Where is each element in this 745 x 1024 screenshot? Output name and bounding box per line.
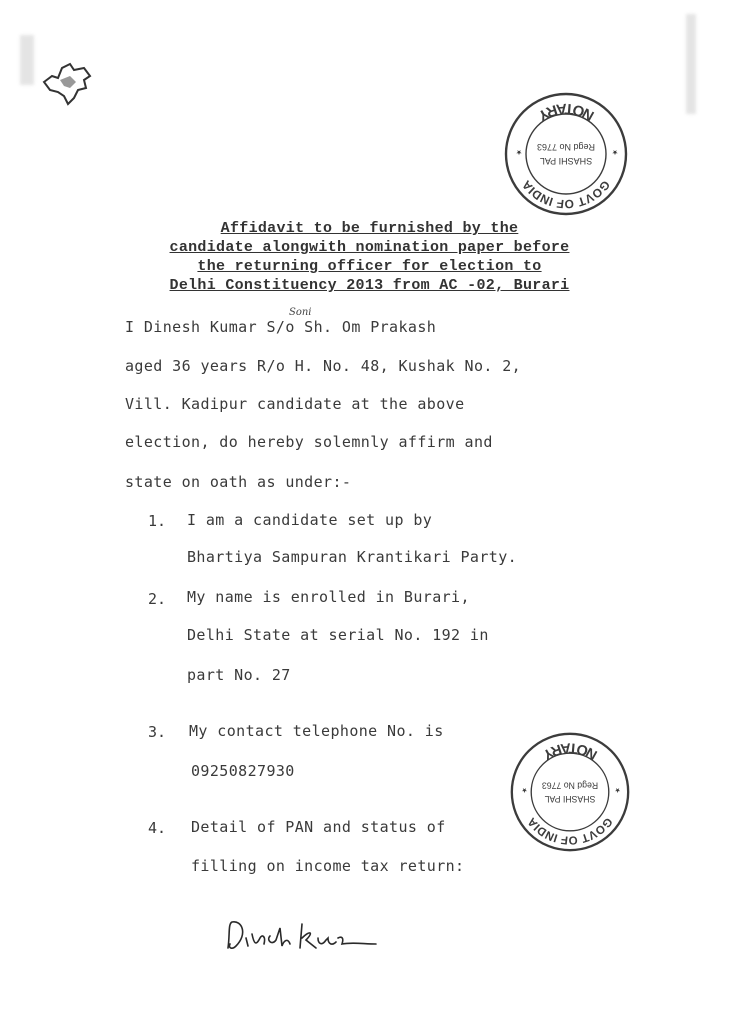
svg-text:NOTARY (540, 739, 601, 763)
handwritten-signature (222, 914, 382, 958)
title-line: candidate alongwith nomination paper before (169, 239, 570, 256)
stamp-reg: Regd No 7763 (541, 780, 599, 791)
title-line: Delhi Constituency 2013 from AC -02, Burari (169, 277, 570, 294)
stamp-top-text: GOVT OF INDIA (525, 815, 615, 847)
svg-text:NOTARY (535, 100, 597, 125)
notary-stamp-top (500, 88, 632, 220)
stamp-bottom-text: NOTARY (534, 99, 598, 125)
item-number: 2. (148, 590, 167, 608)
india-map-icon (40, 58, 94, 108)
scan-smudge-left (20, 35, 34, 85)
stamp-name: SHASHI PAL (539, 156, 593, 166)
item-line: filling on income tax return: (191, 857, 465, 875)
item-line: Bhartiya Sampuran Krantikari Party. (187, 548, 518, 566)
item-number: 3. (148, 723, 167, 741)
body-line: state on oath as under:- (125, 473, 352, 491)
item-line: My contact telephone No. is (189, 722, 444, 740)
title-line: the returning officer for election to (197, 258, 542, 275)
stamp-bottom-text: NOTARY (539, 739, 601, 763)
body-line: I Dinesh Kumar S/o Sh. Om Prakash (125, 318, 437, 336)
notary-stamp-bottom (506, 728, 634, 856)
item-line: Detail of PAN and status of (191, 818, 446, 836)
title-line: Affidavit to be furnished by the (220, 220, 519, 237)
stamp-name: SHASHI PAL (544, 793, 596, 804)
svg-text:★: ★ (521, 785, 528, 797)
item-number: 4. (148, 819, 167, 837)
affidavit-title (122, 219, 617, 295)
body-line: Vill. Kadipur candidate at the above (125, 395, 465, 413)
scan-smudge-right (686, 14, 696, 114)
stamp-top-text: GOVT OF INDIA (519, 177, 613, 212)
svg-text:★: ★ (614, 785, 621, 797)
item-line: Delhi State at serial No. 192 in (187, 626, 489, 644)
stamp-reg: Regd No 7763 (536, 142, 596, 152)
body-line: election, do hereby solemnly affirm and (125, 433, 493, 451)
item-line: 09250827930 (191, 762, 295, 780)
item-line: My name is enrolled in Burari, (187, 588, 470, 606)
body-line: aged 36 years R/o H. No. 48, Kushak No. 2, (125, 357, 522, 375)
svg-text:★: ★ (611, 147, 618, 158)
item-line: part No. 27 (187, 666, 291, 684)
item-number: 1. (148, 512, 167, 530)
handwritten-insert: Soni (289, 307, 312, 318)
svg-text:★: ★ (515, 147, 522, 158)
item-line: I am a candidate set up by (187, 511, 433, 529)
